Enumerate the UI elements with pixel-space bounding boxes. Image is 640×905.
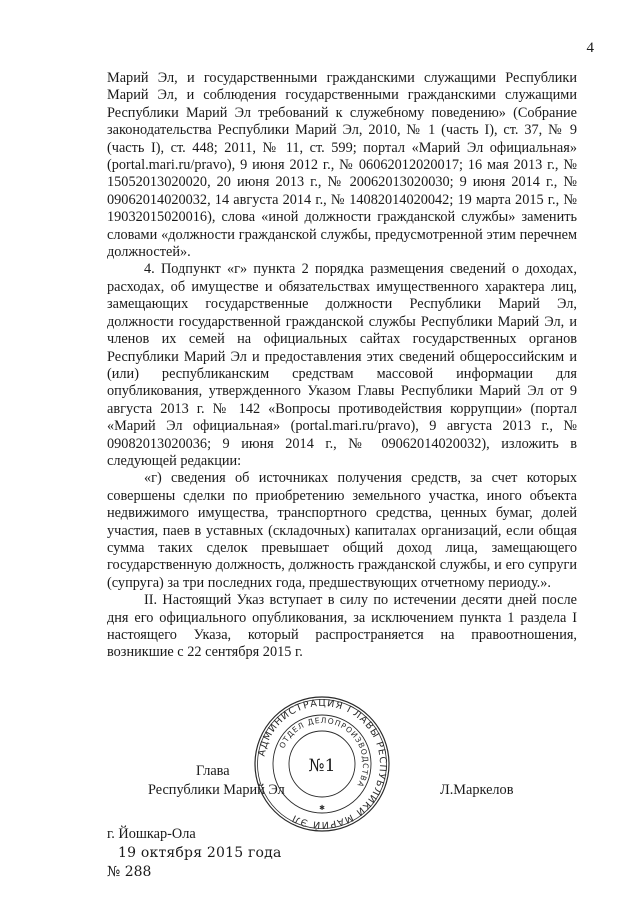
document-date: 19 октября 2015 года [118,845,282,861]
page-number: 4 [586,40,594,56]
document-body [107,70,577,662]
seal-inner-text: ОТДЕЛ ДЕЛОПРОИЗВОДСТВА [277,715,371,790]
svg-text:✱: ✱ [319,804,325,812]
official-seal [252,694,392,834]
place-of-signing: г. Йошкар-Ола [107,826,196,842]
paragraph-continuation: Марий Эл, и государственными гражданскими служащими Республики Марий Эл, и соблюдения государственными гражданскими служащими Республики Марий Эл требований к служебному поведению» (Собрание законодательства Республики Марий Эл, 2010, № 1 (часть I), ст. 37, № 9 (часть I), ст. 448; 2011, № 11, ст. 599; портал «Марий Эл официальная» (portal.mari.ru/pravo), 9 июня 2012 г., № 06062012020017; 16 мая 2013 г., № 15052013020020, 20 июня 2013 г., № 20062013020030; 9 июня 2014 г., № 09062014020032, 14 августа 2014 г., № 14082014020042; 19 марта 2015 г., № 19032015020016), слова «иной должности гражданской службы» заменить словами «должности гражданской службы, предусмотренной этим перечнем должностей». [107,70,577,261]
document-number: № 288 [107,864,152,880]
seal-number: №1 [308,756,336,776]
signature-title-line1: Глава [196,763,230,779]
paragraph-section-2: II. Настоящий Указ вступает в силу по истечении десяти дней после дня его официального опубликования, за исключением пункта 1 раздела I настоящего Указа, который распространяется на правоотношения, возникшие с 22 сентября 2015 г. [107,592,577,661]
paragraph-item-4: 4. Подпункт «г» пункта 2 порядка размещения сведений о доходах, расходах, об имуществе и обязательствах имущественного характера лиц, замещающих государственные должности Республики Марий Эл, должности государственной гражданской службы Республики Марий Эл, и членов их семей на официальных сайтах государственных органов Республики Марий Эл и предоставления этих сведений общероссийским и (или) республиканским средствам массовой информации для опубликования, утвержденного Указом Главы Республики Марий Эл от 9 августа 2013 г. № 142 «Вопросы противодействия коррупции» (портал «Марий Эл официальная» (portal.mari.ru/pravo), 9 августа 2013 г., № 09082013020036; 9 июня 2014 г., № 09062014020032), изложить в следующей редакции: [107,261,577,469]
signature-title-line2: Республики Марий Эл [148,782,285,798]
seal-outer-text: АДМИНИСТРАЦИЯ ГЛАВЫ РЕСПУБЛИКИ МАРИЙ ЭЛ [256,697,389,831]
signatory-name: Л.Маркелов [440,782,514,798]
paragraph-quote-g: «г) сведения об источниках получения средств, за счет которых совершены сделки по приобретению земельного участка, иного объекта недвижимого имущества, транспортного средства, ценных бумаг, долей участия, паев в уставных (складочных) капиталах организаций, если общая сумма таких сделок превышает общий доход лица, замещающего государственную должность, должность гражданской службы, и его супруги (супруга) за три последних года, предшествующих отчетному периоду.». [107,470,577,591]
